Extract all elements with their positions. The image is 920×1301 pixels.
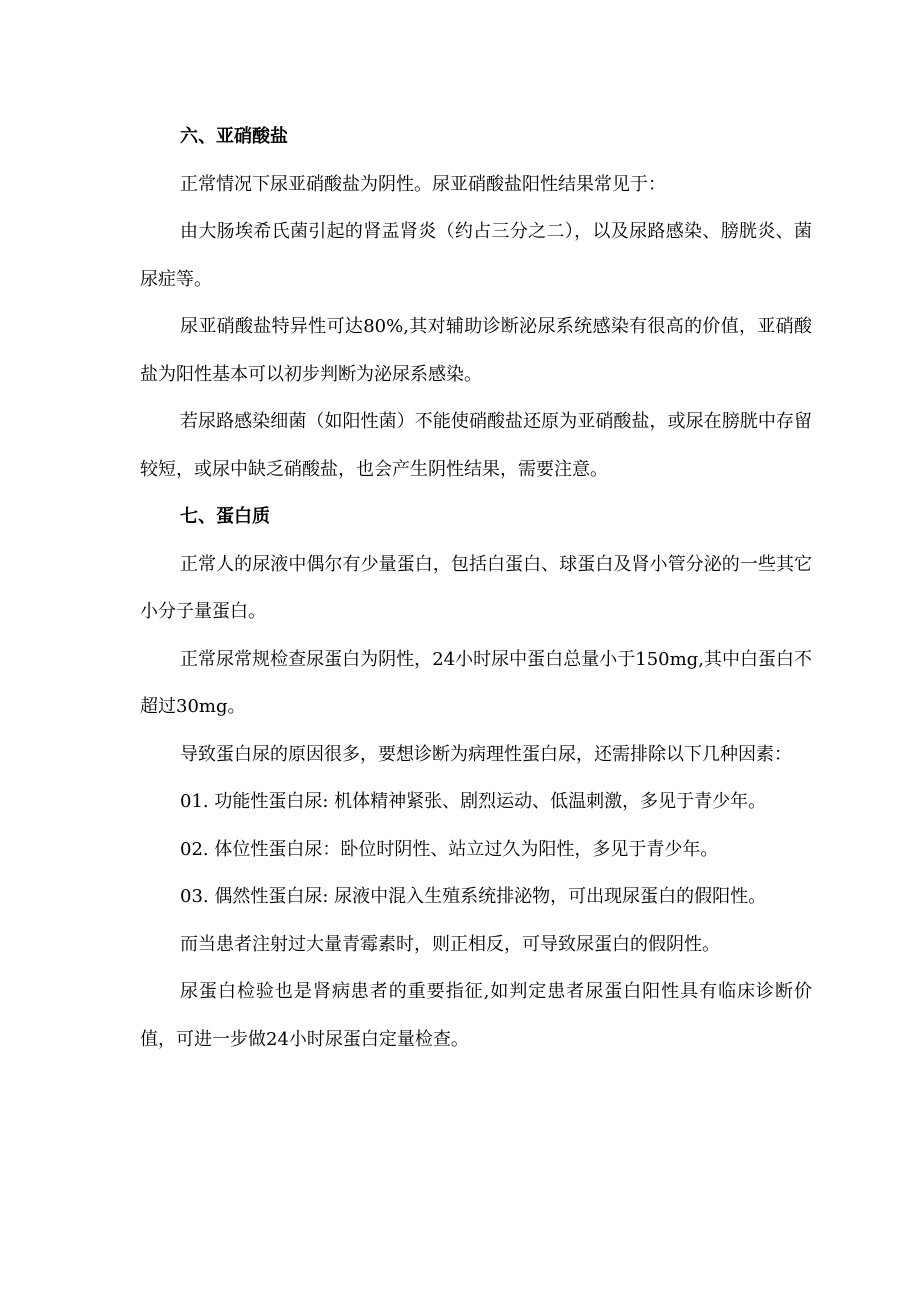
closing-paragraph: 尿蛋白检验也是肾病患者的重要指征,如判定患者尿蛋白阳性具有临床诊断价值，可进一步做24小时尿蛋白定量检查。 [140, 981, 812, 1050]
paragraph: 由大肠埃希氏菌引起的肾盂肾炎（约占三分之二），以及尿路感染、膀胱炎、菌尿症等。 [140, 221, 812, 290]
list-item: 02. 体位性蛋白尿：卧位时阴性、站立过久为阳性，多见于青少年。 [180, 838, 719, 860]
list-item: 而当患者注射过大量青霉素时，则正相反，可导致尿蛋白的假阴性。 [180, 933, 720, 955]
paragraph: 正常人的尿液中偶尔有少量蛋白，包括白蛋白、球蛋白及肾小管分泌的一些其它小分子量蛋白。 [140, 553, 812, 622]
paragraph: 若尿路感染细菌（如阳性菌）不能使硝酸盐还原为亚硝酸盐，或尿在膀胱中存留较短，或尿中缺乏硝酸盐，也会产生阴性结果，需要注意。 [140, 411, 812, 480]
list-item: 03. 偶然性蛋白尿: 尿液中混入生殖系统排泌物，可出现尿蛋白的假阳性。 [180, 886, 767, 907]
paragraph: 导致蛋白尿的原因很多，要想诊断为病理性蛋白尿，还需排除以下几种因素： [180, 743, 792, 765]
paragraph: 尿亚硝酸盐特异性可达80%,其对辅助诊断泌尿系统感染有很高的价值，亚硝酸盐为阳性基本可以初步判断为泌尿系感染。 [140, 316, 812, 385]
document-body [140, 113, 812, 1063]
paragraph: 正常尿常规检查尿蛋白为阴性，24小时尿中蛋白总量小于150mg,其中白蛋白不超过30mg。 [140, 648, 812, 717]
paragraph: 正常情况下尿亚硝酸盐为阴性。尿亚硝酸盐阳性结果常见于： [180, 173, 666, 195]
section-heading-nitrite: 六、亚硝酸盐 [180, 126, 288, 147]
list-item: 01. 功能性蛋白尿: 机体精神紧张、剧烈运动、低温刺激，多见于青少年。 [180, 791, 767, 812]
section-heading-protein: 七、蛋白质 [180, 506, 270, 527]
